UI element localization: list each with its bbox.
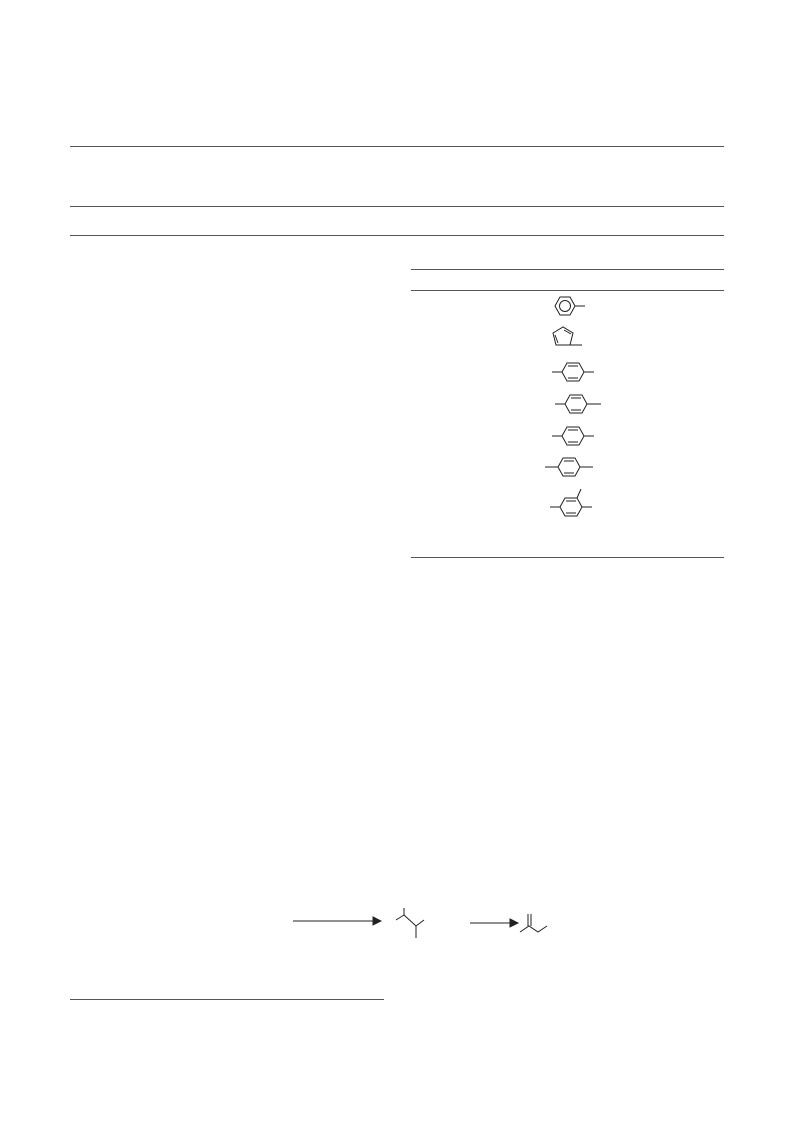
header-top-rule [70, 146, 724, 147]
methyl-benzene-structure-icon [546, 486, 616, 526]
reaction-arrow-icon [293, 915, 383, 927]
para-benzene-structure-icon [551, 390, 621, 420]
header-bottom-rule [70, 235, 724, 236]
table-top-rule [411, 269, 724, 270]
thienyl-structure-icon [543, 324, 603, 356]
para-benzene-structure-icon [548, 422, 618, 452]
header-mid-rule [70, 206, 724, 207]
footnote-rule [70, 999, 384, 1000]
para-benzene-structure-icon [548, 358, 618, 388]
table-bottom-rule [411, 557, 724, 558]
phenyl-structure-icon [545, 292, 605, 322]
branched-alkane-product-icon [394, 908, 434, 944]
ketone-product-icon [518, 912, 558, 942]
table-header-rule [411, 290, 724, 291]
para-benzene-structure-icon [542, 453, 612, 483]
